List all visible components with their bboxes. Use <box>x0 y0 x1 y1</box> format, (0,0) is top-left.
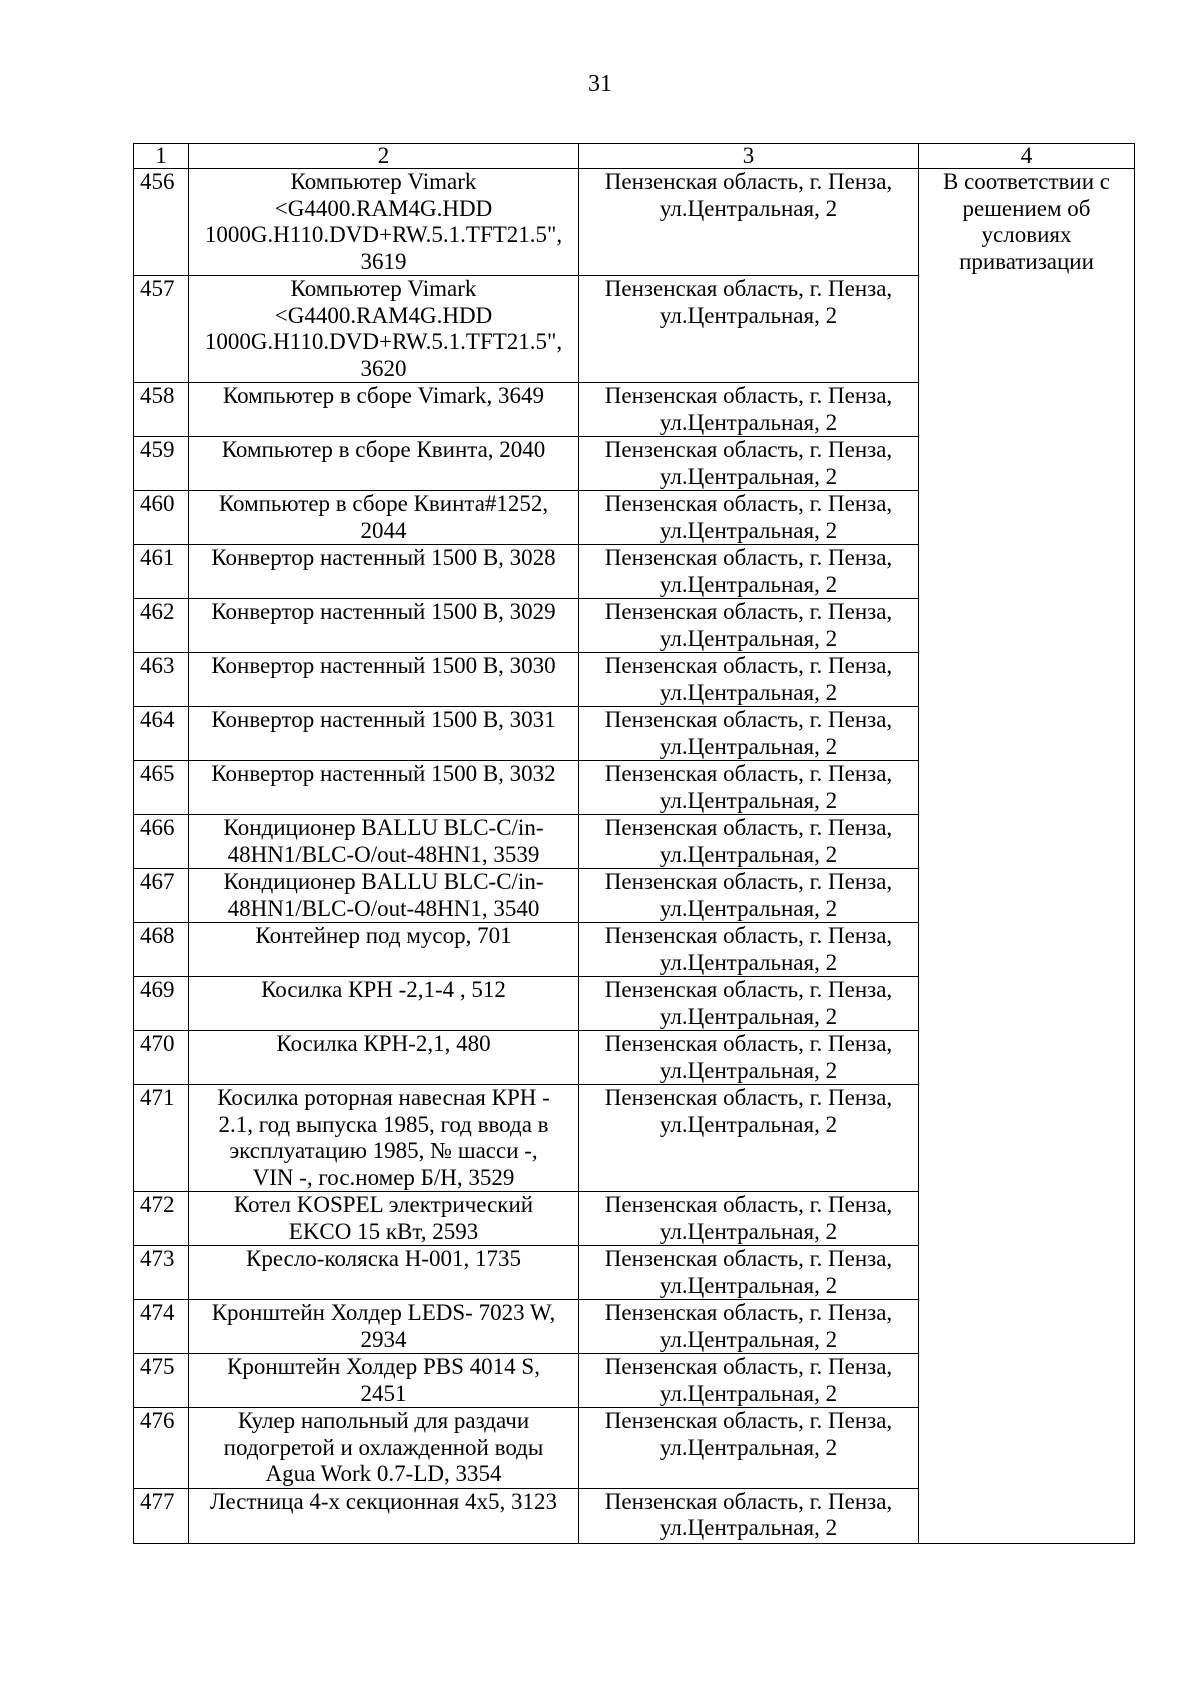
item-name: Косилка КРН -2,1-4 , 512 <box>189 977 579 1031</box>
table-row <box>134 169 1135 276</box>
item-name: Конвертор настенный 1500 В, 3030 <box>189 653 579 707</box>
row-number: 457 <box>134 276 189 383</box>
row-number: 473 <box>134 1246 189 1300</box>
row-number: 470 <box>134 1031 189 1085</box>
item-name: Компьютер в сборе Vimark, 3649 <box>189 383 579 437</box>
row-number: 474 <box>134 1300 189 1354</box>
item-address: Пензенская область, г. Пенза, ул.Центральная, 2 <box>579 1300 919 1354</box>
item-address: Пензенская область, г. Пенза, ул.Центральная, 2 <box>579 1192 919 1246</box>
item-address: Пензенская область, г. Пенза, ул.Центральная, 2 <box>579 1488 919 1543</box>
item-address: Пензенская область, г. Пенза, ул.Центральная, 2 <box>579 491 919 545</box>
item-name: Кресло-коляска Н-001, 1735 <box>189 1246 579 1300</box>
item-address: Пензенская область, г. Пенза, ул.Центральная, 2 <box>579 815 919 869</box>
item-name: Конвертор настенный 1500 В, 3032 <box>189 761 579 815</box>
item-name: Кронштейн Холдер LEDS- 7023 W, 2934 <box>189 1300 579 1354</box>
item-address: Пензенская область, г. Пенза, ул.Центральная, 2 <box>579 653 919 707</box>
header-cell-3: 3 <box>579 144 919 169</box>
row-number: 463 <box>134 653 189 707</box>
item-name: Котел KOSPEL электрический EKCO 15 кВт, 2593 <box>189 1192 579 1246</box>
page-number: 31 <box>588 71 612 97</box>
item-name: Кондиционер BALLU BLC-C/in- 48HN1/BLC-O/out-48HN1, 3540 <box>189 869 579 923</box>
row-number: 475 <box>134 1354 189 1408</box>
item-address: Пензенская область, г. Пенза, ул.Центральная, 2 <box>579 923 919 977</box>
item-address: Пензенская область, г. Пенза, ул.Центральная, 2 <box>579 707 919 761</box>
row-number: 468 <box>134 923 189 977</box>
row-number: 472 <box>134 1192 189 1246</box>
item-address: Пензенская область, г. Пенза, ул.Центральная, 2 <box>579 1354 919 1408</box>
row-number: 469 <box>134 977 189 1031</box>
privatization-terms: В соответствии с решением об условиях приватизации <box>919 169 1135 1544</box>
item-address: Пензенская область, г. Пенза, ул.Центральная, 2 <box>579 383 919 437</box>
header-cell-4: 4 <box>919 144 1135 169</box>
item-address: Пензенская область, г. Пенза, ул.Центральная, 2 <box>579 437 919 491</box>
item-name: Контейнер под мусор, 701 <box>189 923 579 977</box>
row-number: 458 <box>134 383 189 437</box>
item-name: Кондиционер BALLU BLC-C/in- 48HN1/BLC-O/out-48HN1, 3539 <box>189 815 579 869</box>
item-address: Пензенская область, г. Пенза, ул.Центральная, 2 <box>579 1085 919 1192</box>
item-address: Пензенская область, г. Пенза, ул.Центральная, 2 <box>579 869 919 923</box>
table-header-row <box>134 144 1135 169</box>
row-number: 471 <box>134 1085 189 1192</box>
row-number: 477 <box>134 1488 189 1543</box>
item-name: Конвертор настенный 1500 В, 3029 <box>189 599 579 653</box>
item-address: Пензенская область, г. Пенза, ул.Центральная, 2 <box>579 599 919 653</box>
item-address: Пензенская область, г. Пенза, ул.Центральная, 2 <box>579 1246 919 1300</box>
item-address: Пензенская область, г. Пенза, ул.Центральная, 2 <box>579 169 919 276</box>
row-number: 460 <box>134 491 189 545</box>
item-address: Пензенская область, г. Пенза, ул.Центральная, 2 <box>579 977 919 1031</box>
row-number: 466 <box>134 815 189 869</box>
item-address: Пензенская область, г. Пенза, ул.Центральная, 2 <box>579 1031 919 1085</box>
row-number: 456 <box>134 169 189 276</box>
item-name: Компьютер в сборе Квинта#1252, 2044 <box>189 491 579 545</box>
item-name: Компьютер Vimark <G4400.RAM4G.HDD 1000G.H110.DVD+RW.5.1.TFT21.5", 3619 <box>189 169 579 276</box>
item-name: Кулер напольный для раздачи подогретой и охлажденной воды Agua Work 0.7-LD, 3354 <box>189 1408 579 1489</box>
item-name: Компьютер в сборе Квинта, 2040 <box>189 437 579 491</box>
item-name: Компьютер Vimark <G4400.RAM4G.HDD 1000G.H110.DVD+RW.5.1.TFT21.5", 3620 <box>189 276 579 383</box>
row-number: 459 <box>134 437 189 491</box>
row-number: 461 <box>134 545 189 599</box>
item-address: Пензенская область, г. Пенза, ул.Центральная, 2 <box>579 545 919 599</box>
row-number: 465 <box>134 761 189 815</box>
header-cell-1: 1 <box>134 144 189 169</box>
item-name: Конвертор настенный 1500 В, 3028 <box>189 545 579 599</box>
item-address: Пензенская область, г. Пенза, ул.Центральная, 2 <box>579 276 919 383</box>
item-address: Пензенская область, г. Пенза, ул.Центральная, 2 <box>579 761 919 815</box>
row-number: 467 <box>134 869 189 923</box>
item-address: Пензенская область, г. Пенза, ул.Центральная, 2 <box>579 1408 919 1489</box>
item-name: Кронштейн Холдер PBS 4014 S, 2451 <box>189 1354 579 1408</box>
row-number: 462 <box>134 599 189 653</box>
row-number: 476 <box>134 1408 189 1489</box>
item-name: Конвертор настенный 1500 В, 3031 <box>189 707 579 761</box>
assets-table <box>133 143 1135 1544</box>
item-name: Лестница 4-х секционная 4х5, 3123 <box>189 1488 579 1543</box>
row-number: 464 <box>134 707 189 761</box>
item-name: Косилка роторная навесная КРН - 2.1, год выпуска 1985, год ввода в эксплуатацию 1985, № шасси -, VIN -, гос.номер Б/Н, 3529 <box>189 1085 579 1192</box>
item-name: Косилка КРН-2,1, 480 <box>189 1031 579 1085</box>
header-cell-2: 2 <box>189 144 579 169</box>
